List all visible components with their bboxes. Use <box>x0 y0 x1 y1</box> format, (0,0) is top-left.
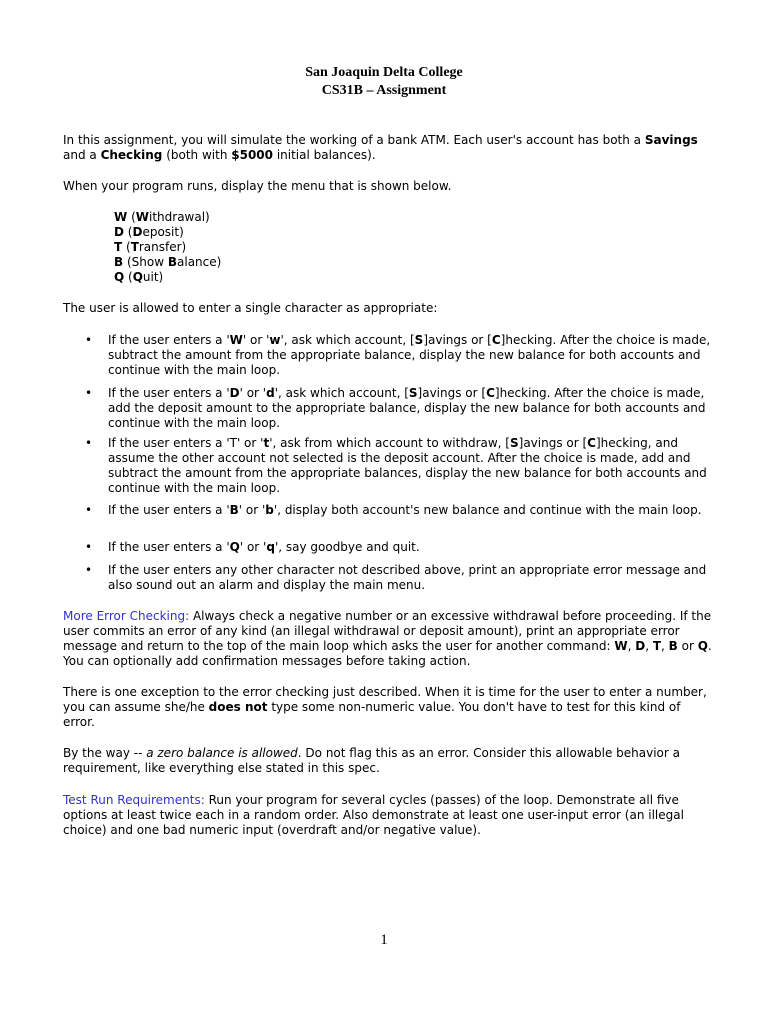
atm-menu <box>114 210 221 285</box>
menu-item-withdrawal: W (Withdrawal) <box>114 210 210 224</box>
bullet-glyph: • <box>85 563 93 577</box>
bullet-balance: • If the user enters a 'B' or 'b', display both account's new balance and continue with the main loop. <box>85 503 702 517</box>
bullet-glyph: • <box>85 540 93 554</box>
intro-paragraph: In this assignment, you will simulate the working of a bank ATM. Each user's account has both a Savings and a Checking (both with $5000 initial balances). <box>63 133 698 162</box>
zero-balance-paragraph: By the way -- a zero balance is allowed. Do not flag this as an error. Consider this allowable behavior a requirement, like everything else stated in this spec. <box>63 746 681 775</box>
exception-paragraph: There is one exception to the error checking just described. When it is time for the user to enter a number, you can assume she/he does not type some non-numeric value. You don't have to test for this kind of error. <box>63 685 707 729</box>
menu-item-balance: B (Show Balance) <box>114 255 222 269</box>
bullet-glyph: • <box>85 333 93 347</box>
bullet-glyph: • <box>85 436 93 450</box>
bullet-deposit: • If the user enters a 'D' or 'd', ask which account, [S]avings or [C]hecking. After the choice is made, add the deposit amount to the appropriate balance, display the new balance for both accounts and continue with the main loop. <box>85 386 706 430</box>
bullet-transfer: • If the user enters a 'T' or 't', ask from which account to withdraw, [S]avings or [C]hecking, and assume the other account not selected is the deposit account. After the choice is made, add and subtract the amount from the appropriate balances, display the new balance for both accounts and continue with the main loop. <box>85 436 707 495</box>
bullet-quit: • If the user enters a 'Q' or 'q', say goodbye and quit. <box>85 540 420 554</box>
menu-item-transfer: T (Transfer) <box>114 240 187 254</box>
menu-intro: When your program runs, display the menu that is shown below. <box>63 179 452 193</box>
error-checking-label: More Error Checking: <box>63 609 190 623</box>
bullet-withdraw: • If the user enters a 'W' or 'w', ask which account, [S]avings or [C]hecking. After the choice is made, subtract the amount from the appropriate balance, display the new balance for both accounts and continue with the main loop. <box>85 333 711 377</box>
college-title: San Joaquin Delta College <box>305 65 463 80</box>
test-run-label: Test Run Requirements: <box>63 793 205 807</box>
menu-item-quit: Q (Quit) <box>114 270 164 284</box>
single-char-note: The user is allowed to enter a single character as appropriate: <box>63 301 438 315</box>
test-run-paragraph: Test Run Requirements: Run your program for several cycles (passes) of the loop. Demonstrate all five options at least twice each in a random order. Also demonstrate at least one user-input error (an illegal choice) and one bad numeric input (overdraft and/or negative value). <box>63 793 684 837</box>
error-checking-paragraph: More Error Checking: Always check a negative number or an excessive withdrawal before proceeding. If the user commits an error of any kind (an illegal withdrawal or deposit amount), print an appropriate error message and return to the top of the main loop which asks the user for another command: W, D, T, B or Q. You can optionally add confirmation messages before taking action. <box>63 609 712 668</box>
bullet-glyph: • <box>85 386 93 400</box>
page-number: 1 <box>380 932 388 948</box>
bullet-glyph: • <box>85 503 93 517</box>
assignment-title: CS31B – Assignment <box>321 83 447 98</box>
menu-item-deposit: D (Deposit) <box>114 225 184 239</box>
bullet-other: • If the user enters any other character not described above, print an appropriate error message and also sound out an alarm and display the main menu. <box>85 563 707 592</box>
